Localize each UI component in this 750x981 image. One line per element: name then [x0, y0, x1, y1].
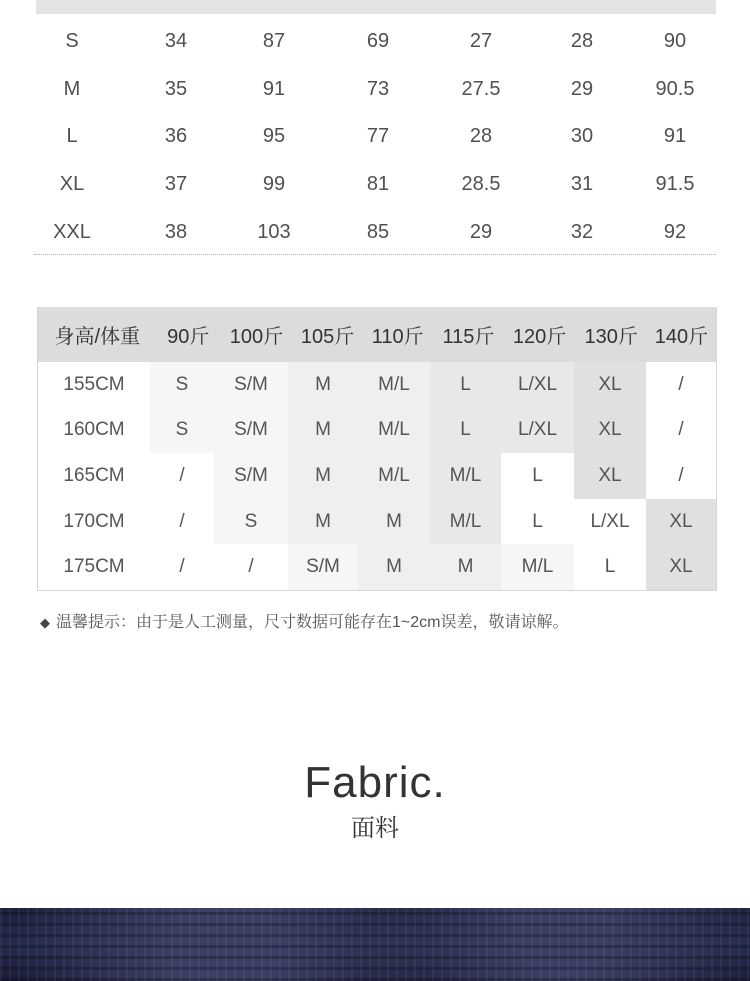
height-weight-row: [38, 408, 716, 454]
recommended-size-cell: M/L: [430, 499, 501, 545]
recommended-size-cell: M/L: [358, 362, 430, 408]
size-cell: 103: [257, 220, 291, 243]
size-table-row: [34, 18, 716, 66]
size-label: M: [63, 77, 81, 100]
size-cell: 91: [262, 77, 286, 100]
size-cell: 29: [469, 220, 493, 243]
height-weight-row: [38, 362, 716, 408]
recommended-size-cell: S/M: [214, 362, 288, 408]
size-table-row: [34, 66, 716, 114]
fabric-section-title: Fabric.: [304, 758, 446, 807]
size-table-row: [34, 113, 716, 161]
recommended-size-cell: S/M: [288, 544, 358, 590]
size-cell: 29: [570, 77, 594, 100]
weight-header: 130斤: [584, 326, 638, 348]
size-cell: 28: [469, 125, 493, 148]
size-cell: 95: [262, 125, 286, 148]
height-label: 175CM: [63, 556, 125, 578]
recommended-size-cell: S: [150, 362, 214, 408]
recommended-size-cell: /: [150, 453, 214, 499]
size-label: XL: [59, 173, 85, 196]
size-cell: 28: [570, 30, 594, 53]
size-label: L: [66, 125, 78, 148]
size-cell: 34: [164, 30, 188, 53]
size-cell: 27: [469, 30, 493, 53]
size-cell: 87: [262, 30, 286, 53]
height-weight-corner-header: 身高/体重: [54, 326, 141, 348]
recommended-size-cell: L: [501, 453, 574, 499]
height-weight-row: [38, 544, 716, 590]
recommended-size-cell: L/XL: [501, 408, 574, 454]
recommended-size-cell: M/L: [358, 408, 430, 454]
size-cell: 35: [164, 77, 188, 100]
size-cell: 85: [366, 220, 390, 243]
recommended-size-cell: S/M: [214, 453, 288, 499]
size-table-row: [34, 208, 716, 256]
size-cell: 90: [663, 30, 687, 53]
size-cell: 99: [262, 173, 286, 196]
recommended-size-cell: /: [646, 408, 716, 454]
recommended-size-cell: L: [574, 544, 646, 590]
recommended-size-cell: M: [288, 408, 358, 454]
height-weight-row: [38, 453, 716, 499]
recommended-size-cell: S: [214, 499, 288, 545]
size-label: S: [65, 30, 79, 53]
height-weight-size-table: [37, 307, 717, 591]
recommended-size-cell: L: [430, 408, 501, 454]
recommended-size-cell: M: [288, 499, 358, 545]
weight-header: 140斤: [654, 326, 709, 348]
size-cell: 31: [570, 173, 594, 196]
recommended-size-cell: XL: [574, 453, 646, 499]
weight-header: 90斤: [167, 326, 210, 348]
recommended-size-cell: M: [288, 453, 358, 499]
recommended-size-cell: M: [288, 362, 358, 408]
dotted-divider: [34, 254, 716, 255]
size-cell: 91: [663, 125, 687, 148]
fabric-section-subtitle: 面料: [351, 815, 399, 842]
size-cell: 77: [366, 125, 390, 148]
size-cell: 32: [570, 220, 594, 243]
recommended-size-cell: S/M: [214, 408, 288, 454]
height-weight-row: [38, 499, 716, 545]
size-cell: 28.5: [461, 173, 501, 196]
recommended-size-cell: L: [430, 362, 501, 408]
weight-header: 110斤: [371, 326, 424, 348]
size-cell: 36: [164, 125, 188, 148]
recommended-size-cell: L/XL: [501, 362, 574, 408]
size-cell: 90.5: [655, 77, 695, 100]
recommended-size-cell: M: [358, 544, 430, 590]
size-cell: 92: [663, 220, 687, 243]
size-cell: 30: [570, 125, 594, 148]
size-label: XXL: [53, 220, 91, 243]
recommended-size-cell: M/L: [501, 544, 574, 590]
recommended-size-cell: XL: [646, 544, 716, 590]
recommended-size-cell: /: [646, 362, 716, 408]
recommended-size-cell: /: [150, 544, 214, 590]
recommended-size-cell: /: [646, 453, 716, 499]
weight-header: 105斤: [300, 326, 355, 348]
recommended-size-cell: XL: [646, 499, 716, 545]
diamond-bullet-icon: ◆: [40, 615, 50, 630]
size-cell: 81: [366, 173, 390, 196]
height-label: 170CM: [63, 510, 125, 532]
recommended-size-cell: M: [430, 544, 501, 590]
recommended-size-cell: /: [214, 544, 288, 590]
weight-header: 115斤: [442, 326, 495, 348]
height-label: 160CM: [63, 419, 125, 441]
size-table-row: [34, 161, 716, 209]
height-weight-table-header: [38, 307, 716, 362]
recommended-size-cell: L: [501, 499, 574, 545]
size-table-header-bar: [36, 0, 716, 14]
size-cell: 91.5: [655, 173, 695, 196]
size-cell: 73: [366, 77, 390, 100]
recommended-size-cell: M/L: [358, 453, 430, 499]
recommended-size-cell: L/XL: [574, 499, 646, 545]
recommended-size-cell: /: [150, 499, 214, 545]
recommended-size-cell: M/L: [430, 453, 501, 499]
size-cell: 69: [366, 30, 390, 53]
measurement-note: [40, 609, 568, 632]
recommended-size-cell: S: [150, 408, 214, 454]
size-cell: 38: [164, 220, 188, 243]
size-measurement-table: [34, 18, 716, 256]
recommended-size-cell: XL: [574, 362, 646, 408]
note-text: 温馨提示：由于是人工测量，尺寸数据可能存在1~2cm误差，敬请谅解。: [56, 614, 569, 631]
weight-header: 120斤: [512, 326, 567, 348]
size-cell: 37: [164, 173, 188, 196]
fabric-texture-image: [0, 908, 750, 981]
height-label: 165CM: [63, 464, 125, 486]
height-label: 155CM: [63, 373, 125, 395]
recommended-size-cell: XL: [574, 408, 646, 454]
size-cell: 27.5: [461, 77, 501, 100]
weight-header: 100斤: [229, 326, 284, 348]
recommended-size-cell: M: [358, 499, 430, 545]
